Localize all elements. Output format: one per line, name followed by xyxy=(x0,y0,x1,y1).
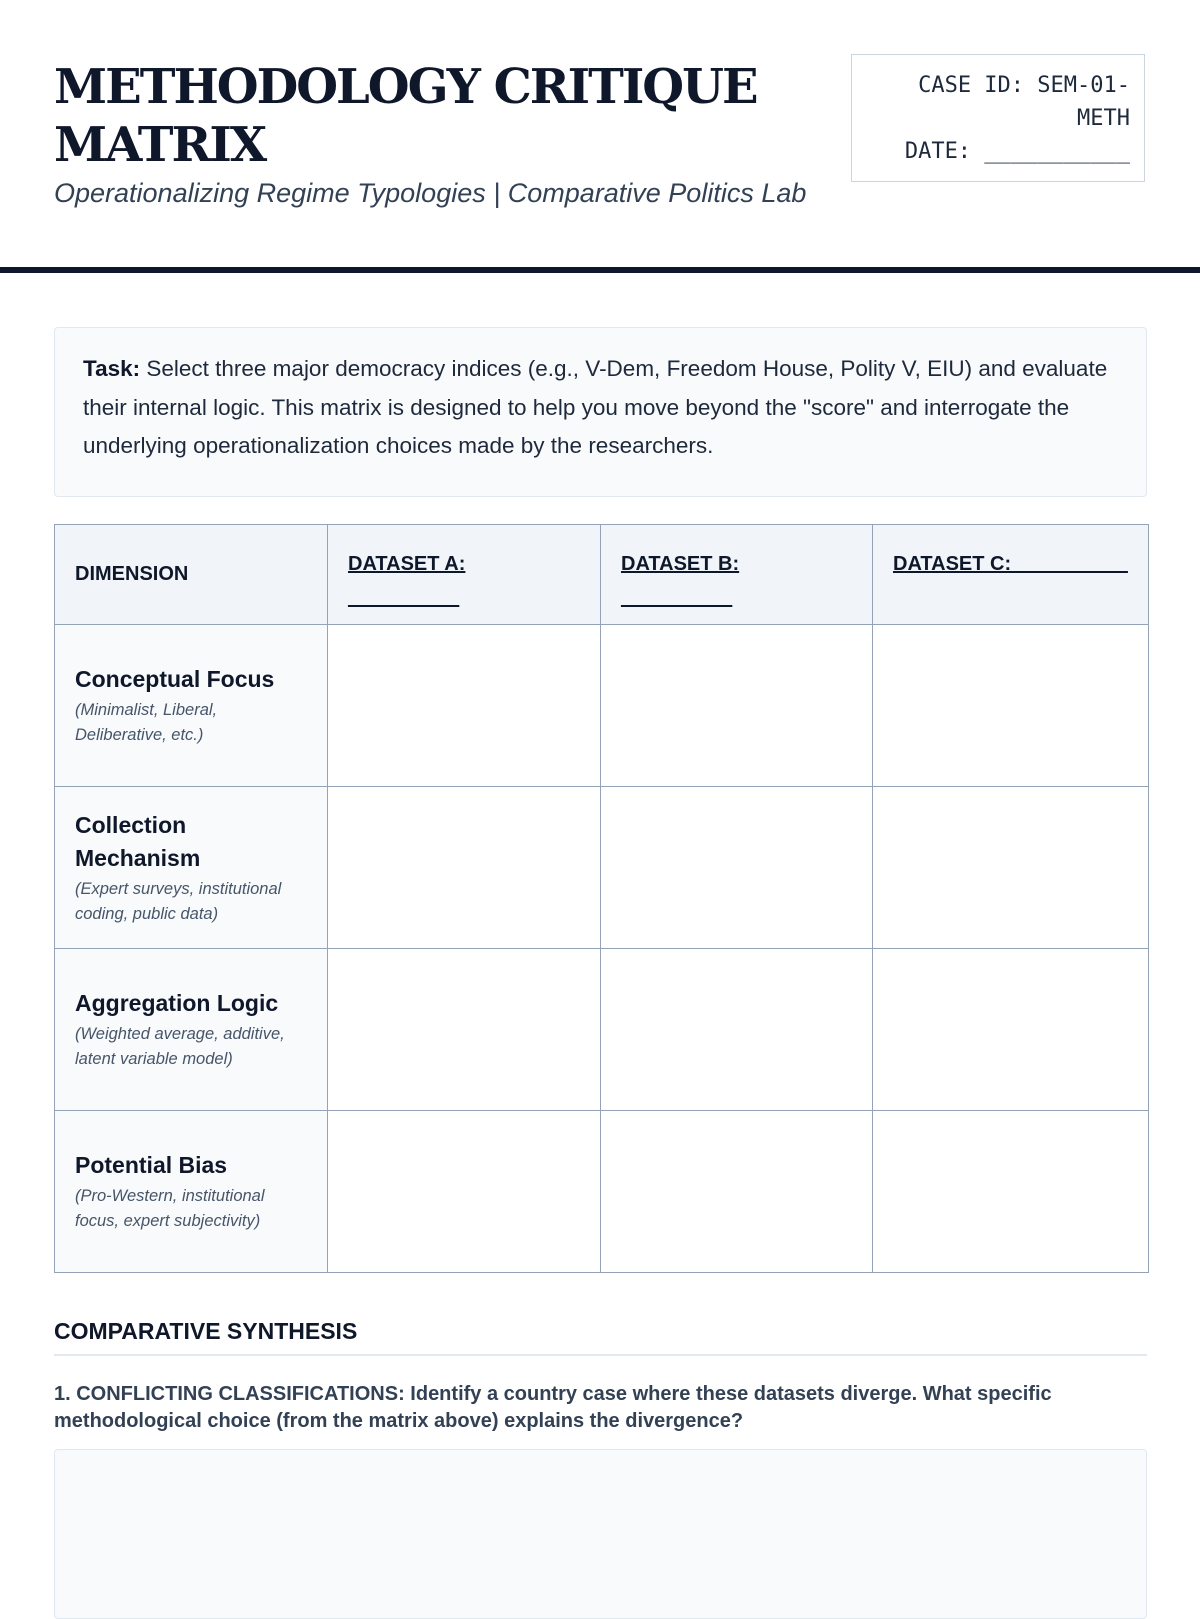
row-header-conceptual-focus xyxy=(55,625,328,787)
header-dataset-b[interactable] xyxy=(601,525,873,625)
cell-collection-mechanism-a[interactable] xyxy=(328,787,601,949)
synthesis-title: COMPARATIVE SYNTHESIS xyxy=(54,1318,358,1344)
row-title: Aggregation Logic xyxy=(75,990,279,1016)
task-box xyxy=(54,327,1147,497)
dataset-b-label: DATASET B: __________ xyxy=(621,553,740,609)
row-title: Collection Mechanism xyxy=(75,811,201,871)
row-header-collection-mechanism xyxy=(55,787,328,949)
header-dataset-c[interactable] xyxy=(873,525,1149,625)
header-dimension: DIMENSION xyxy=(55,525,328,625)
page-header xyxy=(54,58,1147,258)
cell-potential-bias-b[interactable] xyxy=(601,1111,873,1273)
task-text: Select three major democracy indices (e.g., V-Dem, Freedom House, Polity V, EIU) and evaluate their internal logic. This matrix is designed to help you move beyond the "score" and interrogate the underlying operationalization choices made by the researchers. xyxy=(83,356,1108,458)
cell-potential-bias-c[interactable] xyxy=(873,1111,1149,1273)
page-title xyxy=(54,58,814,174)
date-field[interactable]: DATE: ___________ xyxy=(904,139,1130,164)
row-header-aggregation-logic xyxy=(55,949,328,1111)
row-title: Conceptual Focus xyxy=(75,666,275,692)
header-divider xyxy=(0,267,1200,273)
header-dataset-a[interactable] xyxy=(328,525,601,625)
row-subtitle: (Weighted average, additive, latent variable model) xyxy=(75,1025,285,1068)
matrix-header-row xyxy=(55,525,1149,625)
page-subtitle: Operationalizing Regime Typologies | Comparative Politics Lab xyxy=(54,178,807,208)
dataset-c-label: DATASET C: __________ xyxy=(893,553,1128,575)
synthesis-divider xyxy=(54,1354,1147,1356)
cell-conceptual-focus-b[interactable] xyxy=(601,625,873,787)
case-id-continuation: METH xyxy=(1077,106,1130,131)
cell-collection-mechanism-b[interactable] xyxy=(601,787,873,949)
table-row xyxy=(55,625,1149,787)
row-subtitle: (Minimalist, Liberal, Deliberative, etc.) xyxy=(75,701,218,744)
case-id-label: CASE ID: SEM-01- xyxy=(918,73,1130,98)
cell-conceptual-focus-c[interactable] xyxy=(873,625,1149,787)
row-subtitle: (Pro-Western, institutional focus, expert subjectivity) xyxy=(75,1187,265,1230)
row-subtitle: (Expert surveys, institutional coding, public data) xyxy=(75,879,282,923)
cell-collection-mechanism-c[interactable] xyxy=(873,787,1149,949)
case-id-box xyxy=(851,54,1145,182)
table-row xyxy=(55,949,1149,1111)
dataset-a-label: DATASET A: __________ xyxy=(348,553,466,609)
cell-potential-bias-a[interactable] xyxy=(328,1111,601,1273)
row-header-potential-bias xyxy=(55,1111,328,1273)
question-1: 1. CONFLICTING CLASSIFICATIONS: Identify a country case where these datasets diverge. What specific methodological choice (from the matrix above) explains the divergence? xyxy=(54,1383,1052,1432)
cell-aggregation-logic-b[interactable] xyxy=(601,949,873,1111)
row-title: Potential Bias xyxy=(75,1152,228,1178)
cell-aggregation-logic-a[interactable] xyxy=(328,949,601,1111)
title-line-2: MATRIX xyxy=(54,117,266,173)
table-row xyxy=(55,1111,1149,1273)
critique-matrix xyxy=(54,524,1149,1273)
cell-conceptual-focus-a[interactable] xyxy=(328,625,601,787)
cell-aggregation-logic-c[interactable] xyxy=(873,949,1149,1111)
task-label: Task: xyxy=(83,356,141,381)
answer-box-1[interactable] xyxy=(54,1449,1147,1619)
table-row xyxy=(55,787,1149,949)
title-line-1: METHODOLOGY CRITIQUE xyxy=(54,59,757,115)
